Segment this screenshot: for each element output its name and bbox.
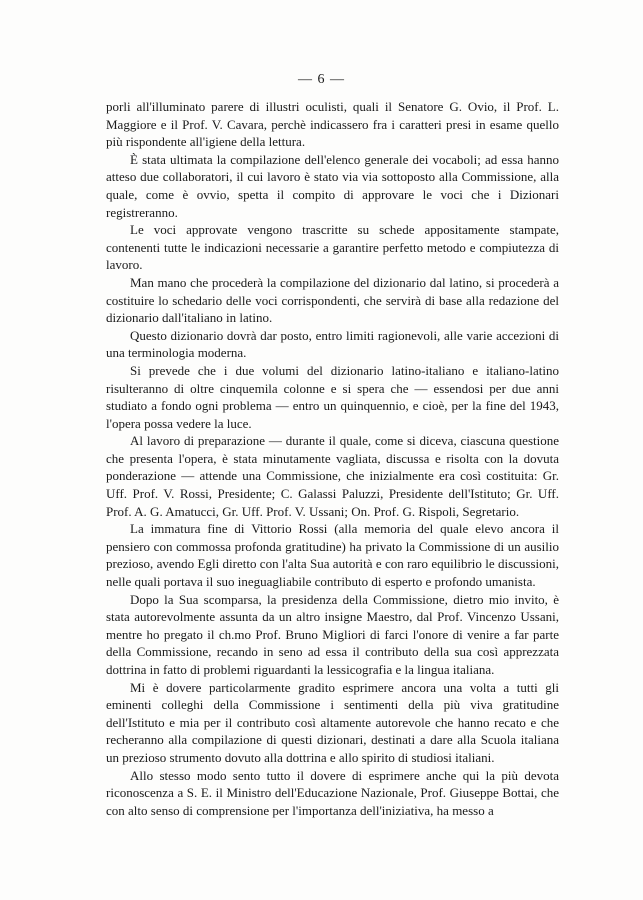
- paragraph: Al lavoro di preparazione — durante il quale, come si diceva, ciascuna questione che presenta l'opera, è stata minutamente vagliata, discussa e risolta con la dovuta ponderazione — attende una Commissione, che inizialmente era così costituita: Gr. Uff. Prof. V. Rossi, Presidente; C. Galassi Paluzzi, Presidente dell'Istituto; Gr. Uff. Prof. A. G. Amatucci, Gr. Uff. Prof. V. Ussani; On. Prof. G. Rispoli, Segretario.: [106, 433, 559, 519]
- paragraph: Questo dizionario dovrà dar posto, entro limiti ragionevoli, alle varie accezioni di una terminologia moderna.: [106, 327, 559, 361]
- page-number: — 6 —: [298, 72, 345, 87]
- body-text: [106, 98, 559, 819]
- paragraph: Allo stesso modo sento tutto il dovere di esprimere anche qui la più devota riconoscenza a S. E. il Ministro dell'Educazione Nazionale, Prof. Giuseppe Bottai, che con alto senso di comprensione per l'importanza dell'iniziativa, ha messo a: [106, 767, 559, 818]
- paragraph: Mi è dovere particolarmente gradito esprimere ancora una volta a tutti gli eminenti colleghi della Commissione i sentimenti della più viva gratitudine dell'Istituto e mia per il contributo così altamente autorevole che hanno recato e che recheranno alla compilazione di questi dizionari, destinati a dare alla Scuola italiana un prezioso strumento dovuto alla dottrina e allo spirito di studiosi italiani.: [106, 679, 559, 765]
- paragraph: Man mano che procederà la compilazione del dizionario dal latino, si procederà a costituire lo schedario delle voci corrispondenti, che servirà di base alla redazione del dizionario dall'italiano in latino.: [106, 274, 559, 326]
- paragraph: La immatura fine di Vittorio Rossi (alla memoria del quale elevo ancora il pensiero con commossa profonda gratitudine) ha privato la Commissione di un ausilio prezioso, avendo Egli diretto con l'alta Sua autorità e con raro equilibrio le discussioni, nelle quali portava il suo ineguagliabile contributo di esperto e profondo umanista.: [106, 521, 559, 590]
- paragraph: porli all'illuminato parere di illustri oculisti, quali il Senatore G. Ovio, il Prof. L. Maggiore e il Prof. V. Cavara, perchè indicassero fra i caratteri presi in esame quello più rispondente all'igiene della lettura.: [106, 99, 559, 150]
- paragraph: Si prevede che i due volumi del dizionario latino-italiano e italiano-latino risulteranno di oltre cinquemila colonne e si spera che — essendosi per due anni studiato a fondo ogni problema — entro un quinquennio, e cioè, per la fine del 1943, l'opera possa vedere la luce.: [106, 362, 559, 431]
- paragraph: È stata ultimata la compilazione dell'elenco generale dei vocaboli; ad essa hanno atteso due collaboratori, il cui lavoro è stato via via sottoposto alla Commissione, alla quale, come è ovvio, spetta il compito di approvare le voci che i Dizionari registreranno.: [106, 151, 559, 220]
- paragraph: Dopo la Sua scomparsa, la presidenza della Commissione, dietro mio invito, è stata autorevolmente assunta da un altro insigne Maestro, dal Prof. Vincenzo Ussani, mentre ho pregato il ch.mo Prof. Bruno Migliori di farci l'onore di venire a far parte della Commissione, recando in seno ad essa il contributo della sua così apprezzata dottrina in fatto di problemi riguardanti la lessicografia e la lingua italiana.: [106, 591, 559, 677]
- paragraph: Le voci approvate vengono trascritte su schede appositamente stampate, contenenti tutte le indicazioni necessarie a garantire perfetto metodo e compiutezza di lavoro.: [106, 222, 559, 273]
